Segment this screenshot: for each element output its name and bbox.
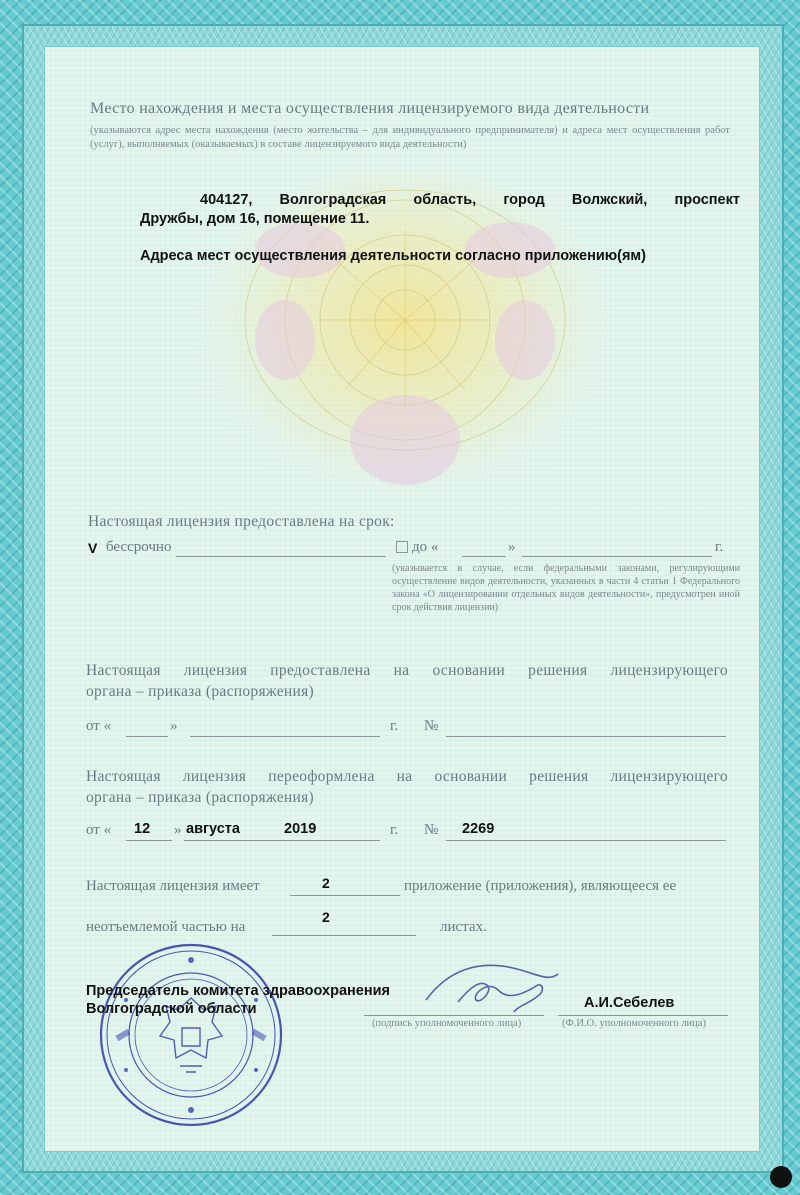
term-note: (указывается в случае, если федеральными законами, регулирующими осуществление видов деятельности, указанных в части 4 статьи 1 Федерального закона «О лицензировании отдельных видов деятельности», предусмотрен иной срок действия лицензии) (392, 563, 740, 613)
indefinite-underline (176, 556, 386, 557)
until-checkbox (396, 541, 408, 553)
granted-label-line-2: органа – приказа (распоряжения) (86, 683, 314, 700)
rosette-watermark (190, 170, 620, 550)
reissued-year-suffix: г. (390, 822, 399, 838)
handwritten-signature (418, 960, 568, 1020)
reissued-number: 2269 (462, 821, 495, 837)
official-stamp (96, 940, 286, 1130)
until-day-line (462, 556, 506, 557)
signer-name-line (558, 1015, 728, 1016)
reissued-label-line-2: органа – приказа (распоряжения) (86, 789, 314, 806)
signer-name: А.И.Себелев (584, 995, 675, 1011)
granted-number-label: № (424, 718, 439, 734)
until-quote-close: » (508, 539, 516, 555)
section-note-address: (указываются адрес места нахождения (место жительства – для индивидуального предпринимателя) и адреса мест осуществления работ (услуг), выполняемых (оказываемых) в составе лицензируемого вида деятельности) (90, 125, 730, 150)
granted-number-line (446, 736, 726, 737)
reissued-from-prefix: от « (86, 822, 112, 838)
section-title-address: Место нахождения и места осуществления лицензируемого вида деятельности (90, 100, 650, 117)
until-year-suffix: г. (715, 539, 724, 555)
signer-position-line-1: Председатель комитета здравоохранения (86, 983, 390, 999)
term-label: Настоящая лицензия предоставлена на срок: (88, 513, 395, 530)
granted-year-suffix: г. (390, 718, 399, 734)
granted-day-line (126, 736, 168, 737)
signature-line (364, 1015, 544, 1016)
indefinite-label: бессрочно (106, 539, 172, 555)
indefinite-checkmark: V (88, 540, 98, 556)
appendix-sheets-suffix: листах. (440, 919, 487, 935)
granted-from-prefix: от « (86, 718, 112, 734)
reissued-number-line (446, 840, 726, 841)
reissued-year: 2019 (284, 821, 317, 837)
reissued-label-line-1: Настоящая лицензия переоформлена на основании решения лицензирующего (86, 768, 728, 785)
appendix-count: 2 (322, 875, 330, 891)
appendix-sheets: 2 (322, 909, 330, 925)
reissued-date-line (184, 840, 380, 841)
corner-dot (770, 1166, 792, 1188)
places-of-activity: Адреса мест осуществления деятельности согласно приложению(ям) (140, 248, 646, 264)
address-line-1: 404127, Волгоградская область, город Волжский, проспект (200, 192, 740, 208)
granted-quote-close: » (170, 718, 178, 734)
address-line-2: Дружбы, дом 16, помещение 11. (140, 211, 370, 227)
granted-label-line-1: Настоящая лицензия предоставлена на основании решения лицензирующего (86, 662, 728, 679)
appendix-count-line (290, 895, 400, 896)
reissued-quote-close: » (174, 822, 182, 838)
until-date-line (522, 556, 712, 557)
reissued-day: 12 (134, 821, 151, 837)
until-prefix: до « (412, 539, 439, 555)
reissued-number-label: № (424, 822, 439, 838)
reissued-day-line (126, 840, 172, 841)
appendix-has-prefix: Настоящая лицензия имеет (86, 878, 260, 894)
reissued-month: августа (186, 821, 240, 837)
signer-position-line-2: Волгоградской области (86, 1001, 257, 1017)
appendix-part-prefix: неотъемлемой частью на (86, 919, 246, 935)
appendix-has-suffix: приложение (приложения), являющееся ее (404, 878, 677, 894)
signature-caption: (подпись уполномоченного лица) (372, 1018, 522, 1029)
granted-date-line (190, 736, 380, 737)
appendix-sheets-line (272, 935, 416, 936)
signer-name-caption: (Ф.И.О. уполномоченного лица) (562, 1018, 706, 1029)
